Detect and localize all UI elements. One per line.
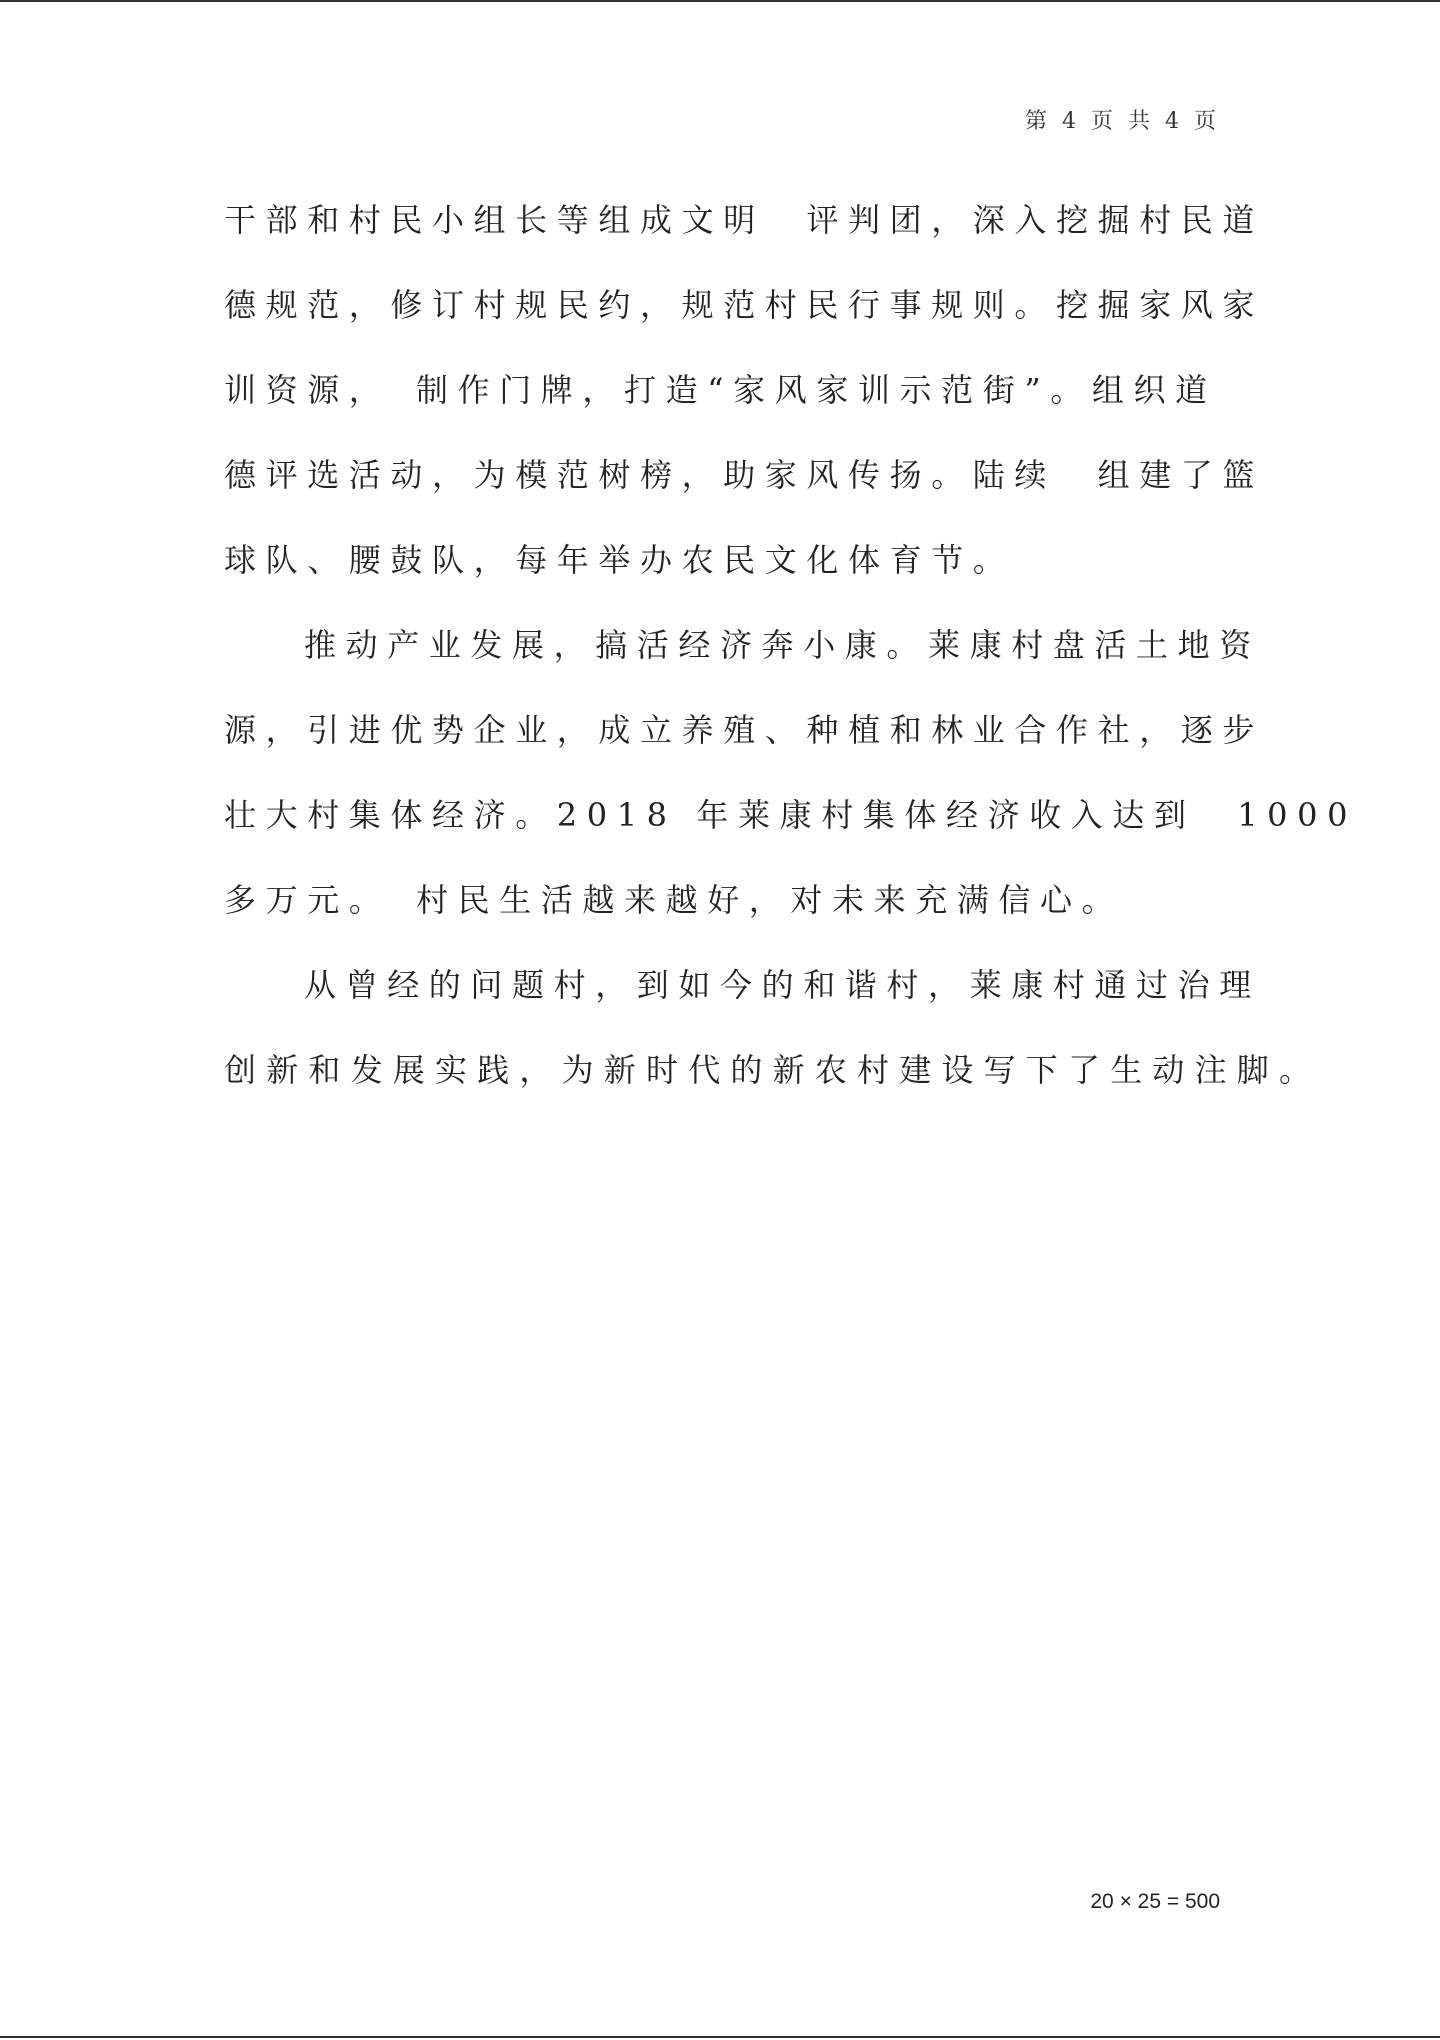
text-line: 德规范，修订村规民约，规范村民行事规则。挖掘家风家: [224, 286, 1265, 324]
body-text: [224, 178, 1358, 1113]
text-line: 多万元。 村民生活越来越好，对未来充满信心。: [224, 881, 1124, 919]
paragraph-start-line: 从曾经的问题村，到如今的和谐村，莱康村通过治理: [304, 966, 1261, 1004]
text-line: 创新和发展实践，为新时代的新农村建设写下了生动注脚。: [224, 1051, 1322, 1089]
text-line: 德评选活动，为模范树榜，助家风传扬。陆续 组建了篮: [224, 456, 1265, 494]
grid-count-note: 20 × 25 = 500: [1090, 1890, 1220, 1913]
text-line: 球队、腰鼓队，每年举办农民文化体育节。: [224, 541, 1015, 579]
text-line: 干部和村民小组长等组成文明 评判团，深入挖掘村民道: [224, 201, 1265, 239]
page-border-top: [0, 0, 1440, 2]
page-border-bottom: [0, 2036, 1440, 2038]
page-number: 第 4 页 共 4 页: [1025, 109, 1220, 134]
text-line: 壮大村集体经济。2018 年莱康村集体经济收入达到 1000: [224, 796, 1358, 834]
paragraph-start-line: 推动产业发展，搞活经济奔小康。莱康村盘活土地资: [304, 626, 1261, 664]
text-line: 源，引进优势企业，成立养殖、种植和林业合作社，逐步: [224, 711, 1265, 749]
text-line: 训资源， 制作门牌，打造“家风家训示范街”。组织道: [224, 371, 1217, 409]
